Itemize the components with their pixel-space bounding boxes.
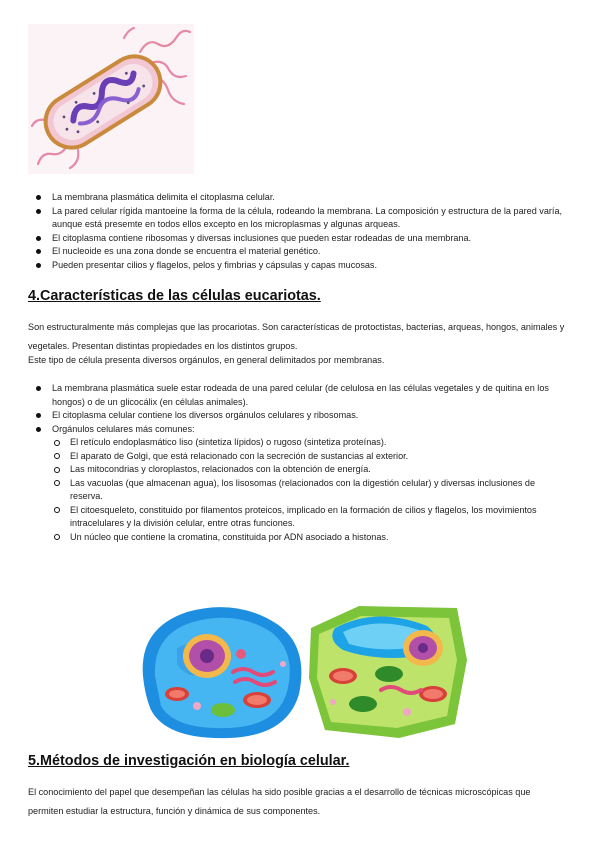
list-item xyxy=(36,423,566,545)
prokaryote-feature-list xyxy=(36,191,566,272)
sub-list-item: Las mitocondrias y cloroplastos, relacionados con la obtención de energía. xyxy=(52,463,566,477)
sub-list-item: Un núcleo que contiene la cromatina, constituida por ADN asociado a histonas. xyxy=(52,531,566,545)
section-4-paragraph-2: Este tipo de célula presenta diversos orgánulos, en general delimitados por membranas. xyxy=(28,355,385,365)
list-item: La membrana plasmática suele estar rodeada de una pared celular (de celulosa en las células vegetales y de quitina en los hongos) o de un glicocálix (en células animales). xyxy=(36,382,566,409)
list-item: La pared celular rígida mantoeine la forma de la célula, rodeando la membrana. La composición y estructura de la pared varía, aunque está presemte en todos ellos excepto en los microplasmas y algunas arqueas. xyxy=(36,205,566,232)
list-item: El citoplasma celular contiene los diversos orgánulos celulares y ribosomas. xyxy=(36,409,566,423)
section-4-heading: 4.Características de las células eucariotas. xyxy=(28,288,321,304)
section-5-heading: 5.Métodos de investigación en biología celular. xyxy=(28,753,350,769)
list-item: Pueden presentar cilios y flagelos, pelos y fimbrias y cápsulas y capas mucosas. xyxy=(36,259,566,273)
animal-and-plant-cell-illustration xyxy=(137,598,469,742)
animal-cell-image xyxy=(143,607,302,738)
section-5-paragraph: El conocimiento del papel que desempeñan las células ha sido posible gracias a el desarrollo de técnicas microscópicas que permiten estudiar la estructura, función y dinámica de sus componentes. xyxy=(28,787,531,816)
organelle-list xyxy=(52,436,566,544)
plant-cell-image xyxy=(309,606,467,738)
section-4-paragraph-1: Son estructuralmente más complejas que las procariotas. Son características de protoctistas, bacterias, arqueas, hongos, animales y vegetales. Presentan distintas propiedades en los distintos grupos. xyxy=(28,322,565,351)
sub-list-item: El citoesqueleto, constituido por filamentos proteicos, implicado en la formación de cilios y flagelos, los movimientos intracelulares y la división celular, entre otras funciones. xyxy=(52,504,566,531)
eukaryote-feature-list xyxy=(36,382,566,544)
sub-list-item: El retículo endoplasmático liso (sintetiza lípidos) o rugoso (sintetiza proteínas). xyxy=(52,436,566,450)
list-item: El nucleoide es una zona donde se encuentra el material genético. xyxy=(36,245,566,259)
list-item: El citoplasma contiene ribosomas y diversas inclusiones que pueden estar rodeadas de una membrana. xyxy=(36,232,566,246)
sub-list-item: Las vacuolas (que almacenan agua), los lisosomas (relacionados con la digestión celular) y diversas inclusiones de reserva. xyxy=(52,477,566,504)
bacteria-illustration xyxy=(28,24,194,174)
list-item-label: Orgánulos celulares más comunes: xyxy=(52,423,195,434)
sub-list-item: El aparato de Golgi, que está relacionado con la secreción de sustancias al exterior. xyxy=(52,450,566,464)
list-item: La membrana plasmática delimita el citoplasma celular. xyxy=(36,191,566,205)
